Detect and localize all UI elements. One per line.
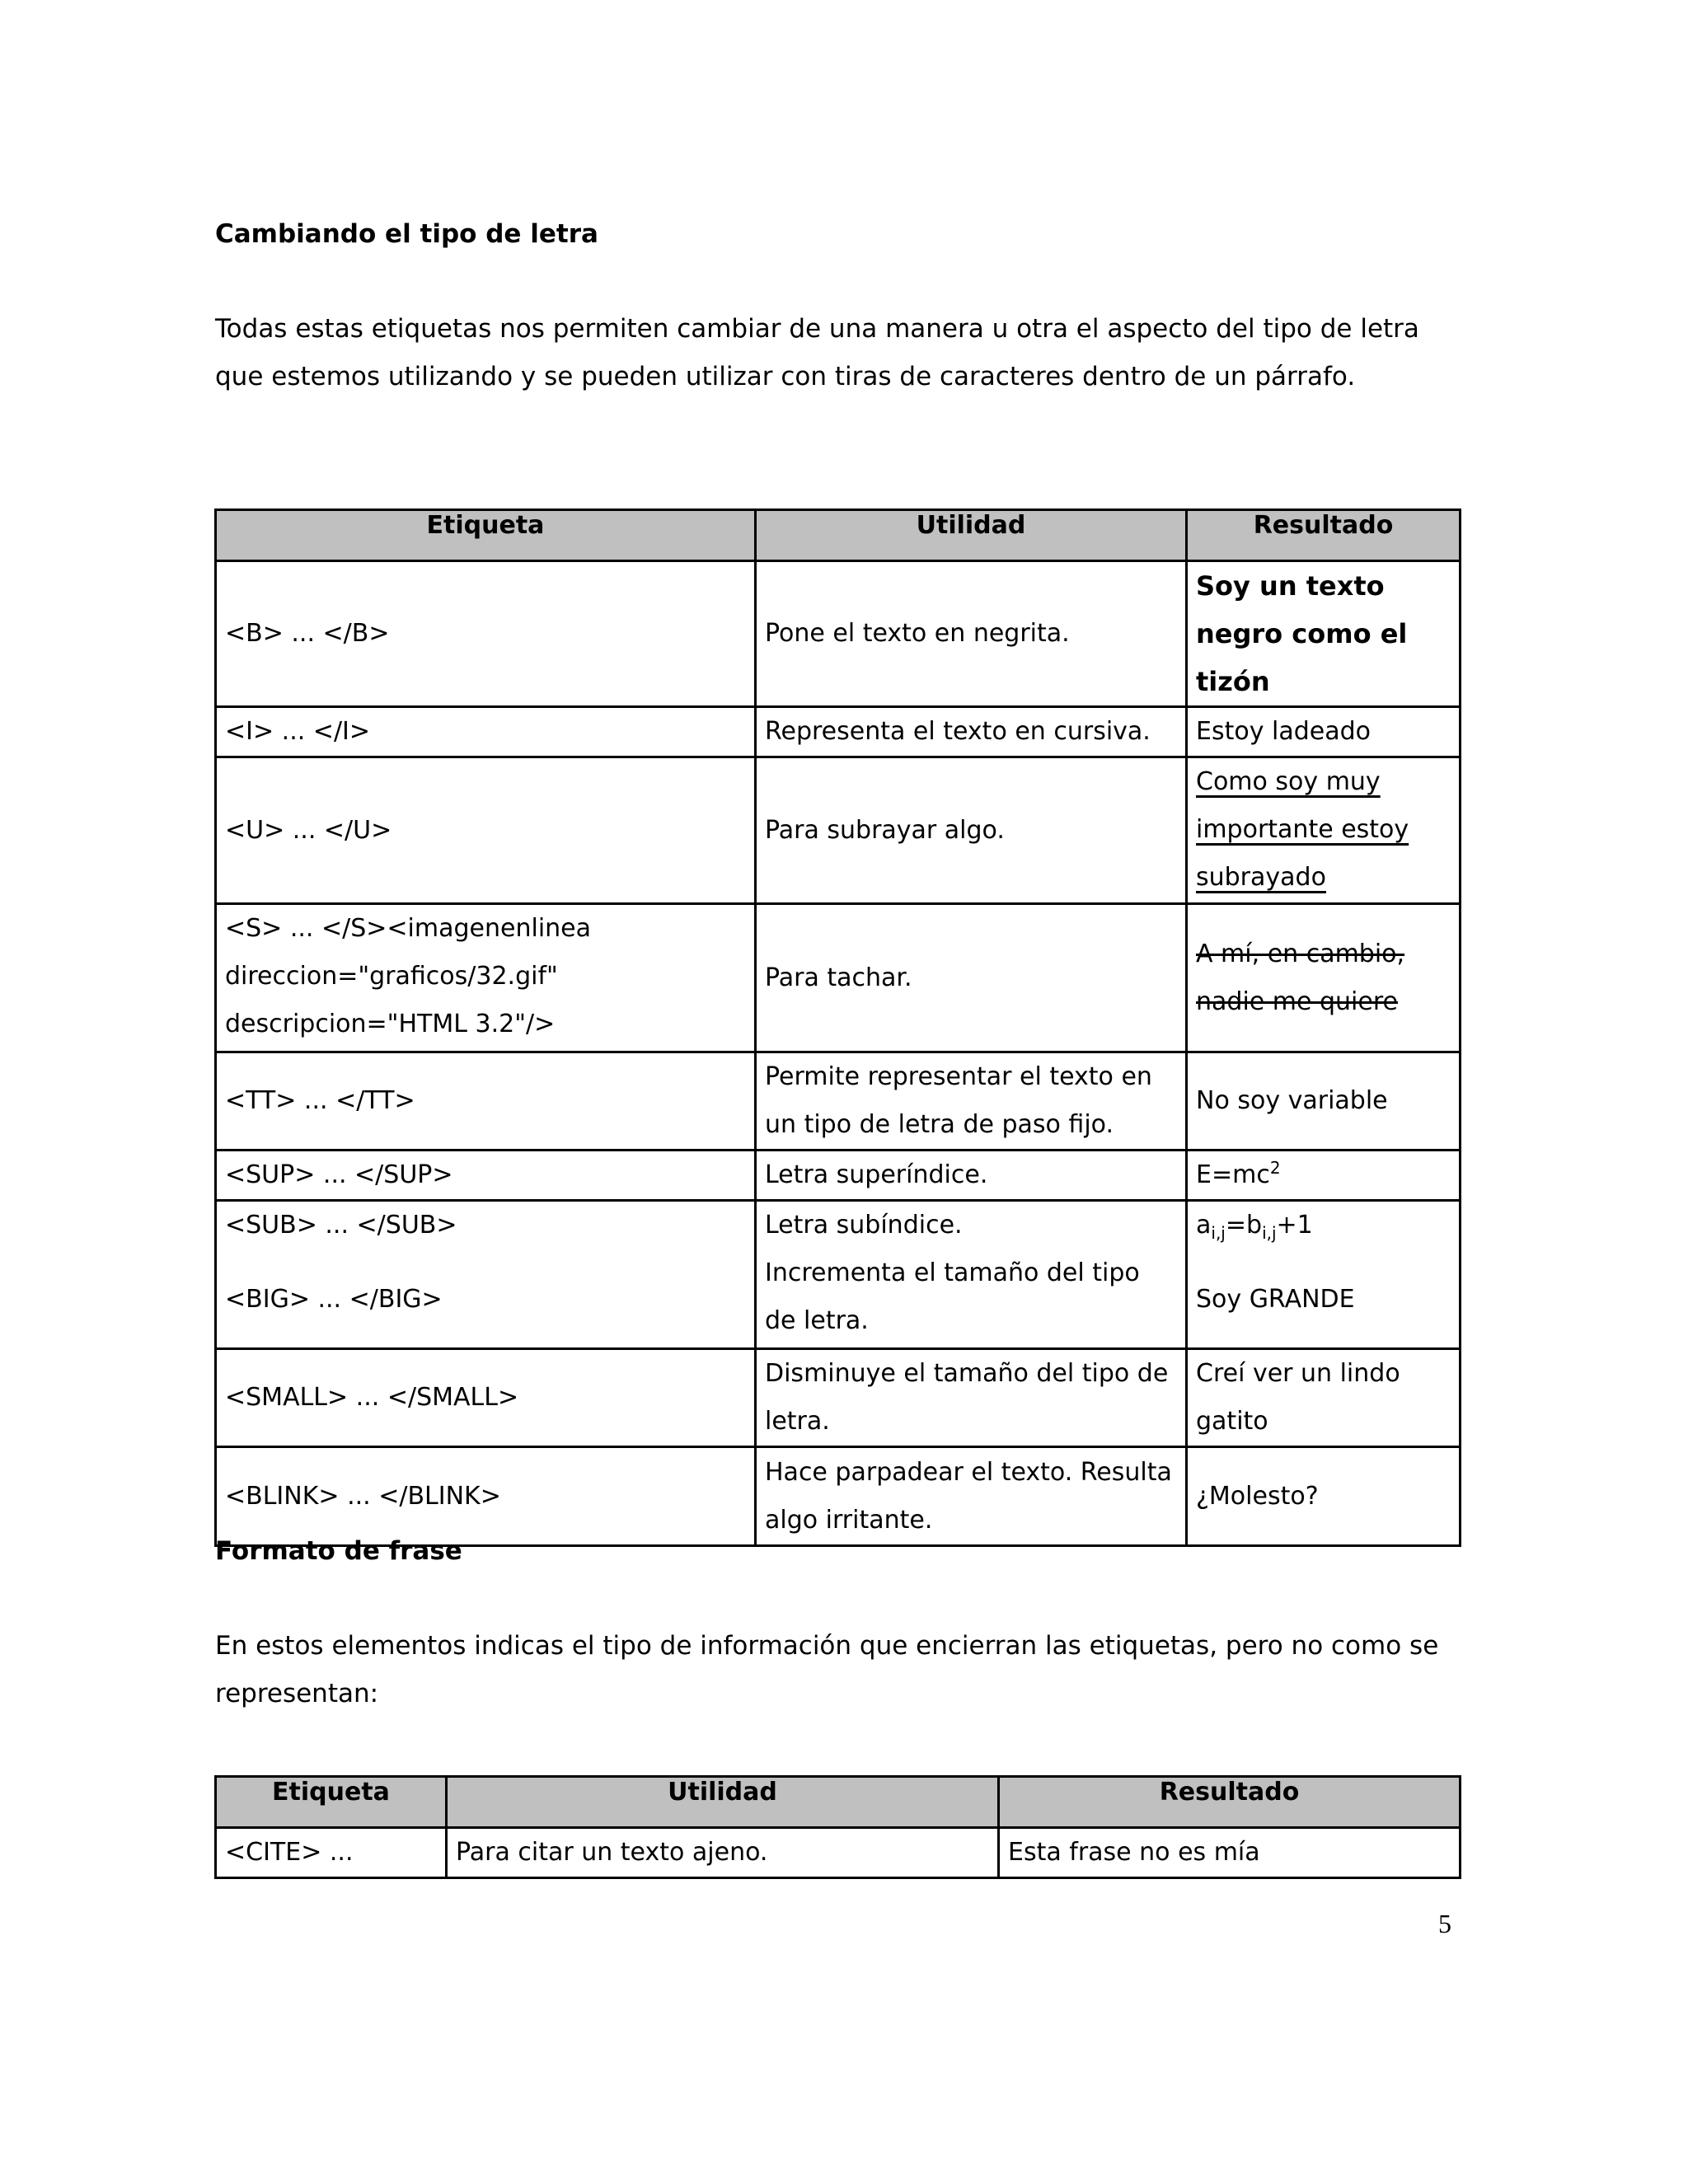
- section-heading-phrase: Formato de frase: [215, 1536, 462, 1566]
- result-cell-sup: [1187, 1151, 1461, 1201]
- tag-cell: <S> ... </S><imagenenlinea direccion="graficos/32.gif" descripcion="HTML 3.2"/>: [216, 904, 756, 1052]
- utility-cell: Letra superíndice.: [756, 1151, 1187, 1201]
- table-row: [216, 1349, 1461, 1447]
- tag-cell: [216, 1201, 756, 1349]
- utility-cell: Permite representar el texto en un tipo de letra de paso fijo.: [756, 1052, 1187, 1151]
- tag-cell: <I> ... </I>: [216, 707, 756, 757]
- result-cell-cite: Esta frase no es mía: [999, 1828, 1461, 1878]
- result-cell-mono: No soy variable: [1187, 1052, 1461, 1151]
- section-heading-font: Cambiando el tipo de letra: [215, 219, 598, 249]
- utility-big: Incrementa el tamaño del tipo de letra.: [765, 1258, 1140, 1335]
- page-number: 5: [1438, 1909, 1451, 1938]
- tag-cell: <CITE> ...: [216, 1828, 447, 1878]
- result-cell-sub-big: [1187, 1201, 1461, 1349]
- table-row: [216, 1151, 1461, 1201]
- tag-cell: <B> ... </B>: [216, 561, 756, 707]
- table-row: [216, 1052, 1461, 1151]
- result-cell-bold: Soy un texto negro como el tizón: [1187, 561, 1461, 707]
- table-row: [216, 561, 1461, 707]
- column-header-utility: Utilidad: [756, 510, 1187, 561]
- utility-cell: Representa el texto en cursiva.: [756, 707, 1187, 757]
- column-header-result: Resultado: [1187, 510, 1461, 561]
- result-cell-italic: Estoy ladeado: [1187, 707, 1461, 757]
- result-cell-small: Creí ver un lindo gatito: [1187, 1349, 1461, 1447]
- big-result: Soy GRANDE: [1196, 1285, 1355, 1314]
- sup-base-text: E=mc: [1196, 1160, 1270, 1189]
- font-tags-table: [214, 509, 1461, 1547]
- table-header-row: [216, 1777, 1461, 1828]
- subscript-result: [1196, 1202, 1451, 1249]
- tag-big: <BIG> ... </BIG>: [225, 1285, 443, 1314]
- utility-cell: Disminuye el tamaño del tipo de letra.: [756, 1349, 1187, 1447]
- section-intro-phrase: En estos elementos indicas el tipo de información que encierran las etiquetas, pero no como se representan:: [215, 1631, 1439, 1708]
- result-cell-underline: [1187, 757, 1461, 904]
- table-row: [216, 757, 1461, 904]
- subscript-text-2: i,j: [1262, 1223, 1277, 1243]
- table-row: [216, 707, 1461, 757]
- column-header-tag: Etiqueta: [216, 510, 756, 561]
- tag-sub: <SUB> ... </SUB>: [225, 1211, 457, 1240]
- table-row: [216, 1447, 1461, 1546]
- sub-end-text: +1: [1276, 1211, 1313, 1240]
- superscript-text: 2: [1269, 1158, 1281, 1178]
- utility-cell: Hace parpadear el texto. Resulta algo irritante.: [756, 1447, 1187, 1546]
- column-header-utility: Utilidad: [447, 1777, 999, 1828]
- section-intro-font: Todas estas etiquetas nos permiten cambiar de una manera u otra el aspecto del tipo de letra que estemos utilizando y se pueden utilizar con tiras de caracteres dentro de un párrafo.: [215, 314, 1419, 391]
- utility-cell: Para tachar.: [756, 904, 1187, 1052]
- column-header-tag: Etiqueta: [216, 1777, 447, 1828]
- result-cell-blink: ¿Molesto?: [1187, 1447, 1461, 1546]
- column-header-result: Resultado: [999, 1777, 1461, 1828]
- phrase-tags-table: [214, 1775, 1461, 1879]
- utility-sub: Letra subíndice.: [765, 1211, 963, 1240]
- tag-cell: <TT> ... </TT>: [216, 1052, 756, 1151]
- utility-cell: Para subrayar algo.: [756, 757, 1187, 904]
- table-header-row: [216, 510, 1461, 561]
- table-row: [216, 904, 1461, 1052]
- tag-cell: <U> ... </U>: [216, 757, 756, 904]
- underlined-text: Como soy muy importante estoy subrayado: [1196, 767, 1409, 892]
- subscript-text-1: i,j: [1211, 1223, 1226, 1243]
- sub-a-text: a: [1196, 1211, 1212, 1240]
- sub-mid-text: =b: [1225, 1211, 1263, 1240]
- tag-cell: <SMALL> ... </SMALL>: [216, 1349, 756, 1447]
- table-row: [216, 1201, 1461, 1349]
- struck-text: A mí, en cambio, nadie me quiere: [1196, 939, 1405, 1016]
- utility-cell: Para citar un texto ajeno.: [447, 1828, 999, 1878]
- utility-cell: [756, 1201, 1187, 1349]
- tag-cell: <SUP> ... </SUP>: [216, 1151, 756, 1201]
- table-row: [216, 1828, 1461, 1878]
- tag-cell: <BLINK> ... </BLINK>: [216, 1447, 756, 1546]
- result-cell-strike: [1187, 904, 1461, 1052]
- utility-cell: Pone el texto en negrita.: [756, 561, 1187, 707]
